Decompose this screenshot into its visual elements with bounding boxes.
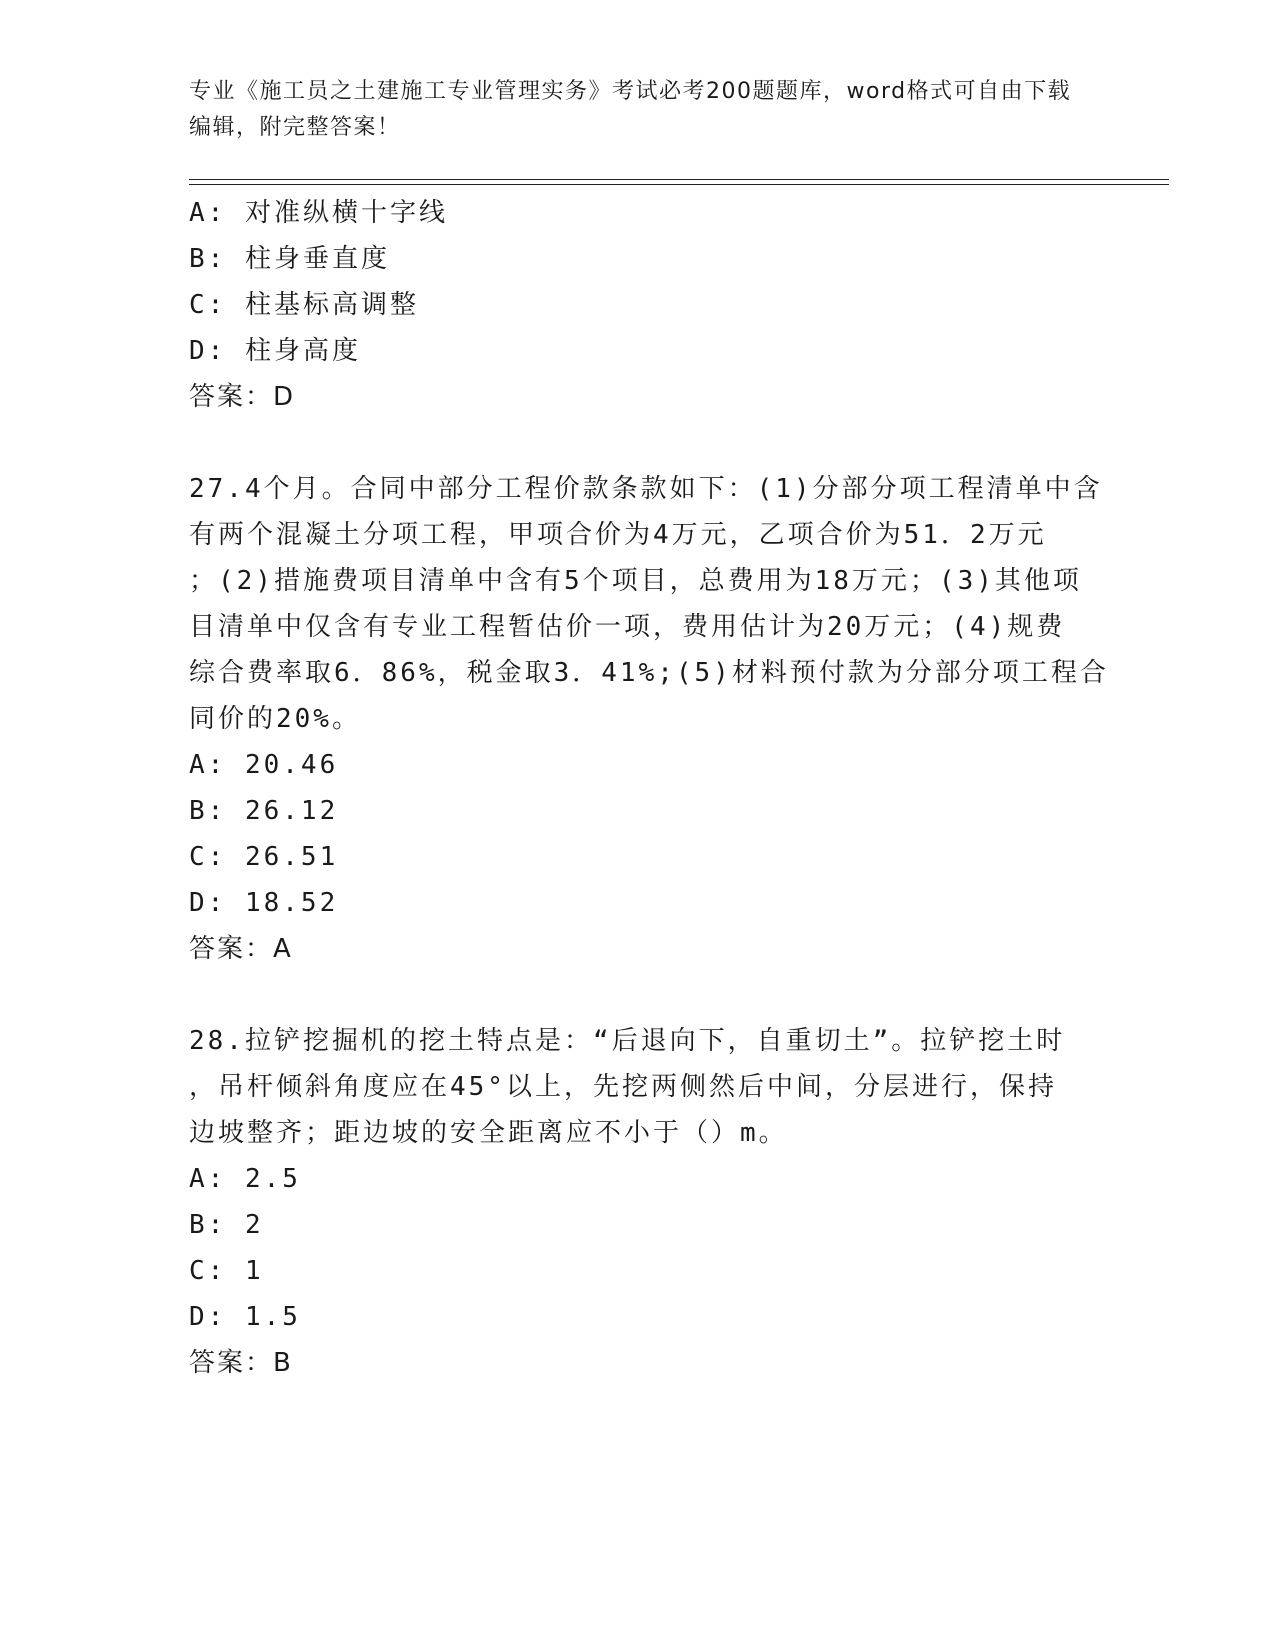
option-c: C: 26.51 (189, 842, 339, 872)
option-c: C: 柱基标高调整 (189, 290, 419, 320)
header-rule-bottom (189, 184, 1169, 185)
answer: 答案：B (189, 1348, 293, 1378)
option-a: A: 20.46 (189, 750, 339, 780)
question-text-line: 目清单中仅含有专业工程暂估价一项，费用估计为20万元；(4)规费 (189, 612, 1066, 642)
option-a: A: 对准纵横十字线 (189, 198, 448, 228)
question-26 (189, 190, 1089, 420)
option-d: D: 1.5 (189, 1302, 301, 1332)
question-text-line: 28.拉铲挖掘机的挖土特点是：“后退向下，自重切土”。拉铲挖土时 (189, 1026, 1066, 1056)
answer: 答案：D (189, 382, 296, 412)
question-text-line: 综合费率取6．86%，税金取3．41%;(5)材料预付款为分部分项工程合 (189, 658, 1109, 688)
question-28 (189, 1018, 1089, 1386)
option-a: A: 2.5 (189, 1164, 301, 1194)
question-text-line: 有两个混凝土分项工程，甲项合价为4万元，乙项合价为51．2万元 (189, 520, 1047, 550)
spacer (189, 972, 1089, 1018)
question-text-line: 同价的20%。 (189, 704, 361, 734)
header-rule-top (189, 179, 1169, 180)
document-body (189, 190, 1109, 1386)
option-b: B: 2 (189, 1210, 264, 1240)
document-header: 专业《施工员之土建施工专业管理实务》考试必考200题题库，word格式可自由下载编辑，附完整答案！ (189, 79, 1072, 140)
answer: 答案：A (189, 934, 293, 964)
option-b: B: 26.12 (189, 796, 339, 826)
question-27 (189, 466, 1109, 972)
question-text-line: ；(2)措施费项目清单中含有5个项目，总费用为18万元；(3)其他项 (189, 566, 1082, 596)
spacer (189, 420, 1089, 466)
question-text-line: 边坡整齐；距边坡的安全距离应不小于（）m。 (189, 1118, 788, 1148)
question-text-line: ，吊杆倾斜角度应在45°以上，先挖两侧然后中间，分层进行，保持 (189, 1072, 1057, 1102)
option-b: B: 柱身垂直度 (189, 244, 390, 274)
option-c: C: 1 (189, 1256, 264, 1286)
option-d: D: 柱身高度 (189, 336, 361, 366)
question-text-line: 27.4个月。合同中部分工程价款条款如下：(1)分部分项工程清单中含 (189, 474, 1103, 504)
option-d: D: 18.52 (189, 888, 339, 918)
